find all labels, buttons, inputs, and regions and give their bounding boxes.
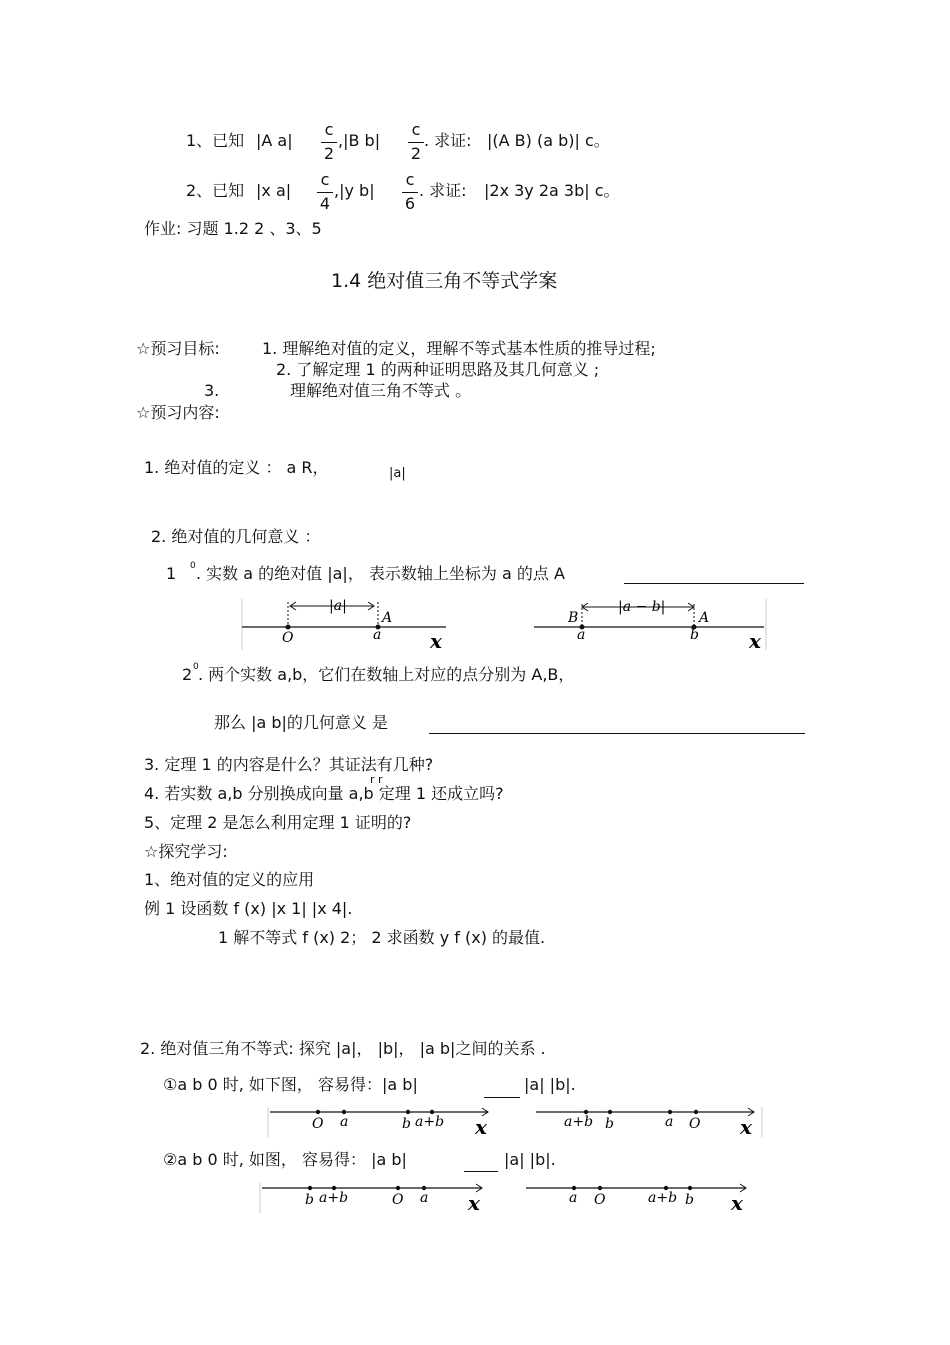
problem-1-fraction-2: c 2 bbox=[407, 122, 425, 162]
nl4-a: a bbox=[569, 1190, 578, 1206]
homework-line: 作业: 习题 1.2 2 、3、5 bbox=[144, 219, 322, 238]
example-1-parts: 1 解不等式 f (x) 2； 2 求函数 y f (x) 的最值. bbox=[218, 928, 546, 947]
question-2-title: 2. 绝对值的几何意义 ： bbox=[151, 527, 321, 546]
question-2-sub2-number: 2 bbox=[182, 665, 193, 684]
figure-2-b-label: b bbox=[690, 627, 699, 643]
problem-1-number: 1、已知 bbox=[186, 131, 245, 150]
figure-2-x-label: x bbox=[749, 629, 761, 653]
nl1-a: a bbox=[340, 1114, 349, 1130]
figure-abs-value bbox=[240, 596, 450, 652]
explore-item-1: 1、绝对值的定义的应用 bbox=[144, 870, 315, 889]
nl2-x: x bbox=[740, 1115, 752, 1139]
goal-3-number: 3. bbox=[204, 381, 220, 400]
problem-2-number: 2、已知 bbox=[186, 181, 245, 200]
question-3: 3. 定理 1 的内容是什么？其证法有几种? bbox=[144, 755, 434, 774]
figure-abs-difference bbox=[532, 596, 768, 652]
nl4-b: b bbox=[685, 1192, 694, 1208]
question-1: 1. 绝对值的定义 ： a R， bbox=[144, 458, 329, 477]
problem-2-fraction-2: c 6 bbox=[401, 172, 419, 212]
nl4-x: x bbox=[731, 1191, 743, 1215]
number-line-4 bbox=[524, 1180, 754, 1214]
goal-2: 2. 了解定理 1 的两种证明思路及其几何意义 ; bbox=[276, 360, 600, 379]
question-5: 5、定理 2 是怎么利用定理 1 证明的? bbox=[144, 813, 412, 832]
problem-1-fraction-1: c 2 bbox=[320, 122, 338, 162]
problem-2-fraction-1: c 4 bbox=[316, 172, 334, 212]
problem-2-prove: . 求证: bbox=[419, 181, 467, 200]
nl3-ab: a+b bbox=[319, 1190, 349, 1206]
nl4-ab: a+b bbox=[648, 1190, 678, 1206]
figure-2-A-label: A bbox=[699, 610, 710, 626]
problem-2-abs2: ,|y b| bbox=[334, 181, 375, 200]
explore-item-2: 2. 绝对值三角不等式: 探究 |a|， |b|， |a b|之间的关系 . bbox=[140, 1039, 546, 1058]
figure-2-a-label: a bbox=[577, 627, 586, 643]
goal-3: 理解绝对值三角不等式 。 bbox=[290, 381, 472, 400]
explore-label: ☆探究学习: bbox=[144, 842, 228, 861]
nl2-ab: a+b bbox=[564, 1114, 594, 1130]
nl1-x: x bbox=[475, 1115, 487, 1139]
figure-2-dist-label: |a − b| bbox=[618, 599, 666, 615]
nl4-O: O bbox=[594, 1192, 606, 1208]
example-1: 例 1 设函数 f (x) |x 1| |x 4|. bbox=[144, 899, 353, 918]
question-2-sub2-line2: 那么 |a b|的几何意义 是 bbox=[214, 713, 389, 732]
nl2-a: a bbox=[665, 1114, 674, 1130]
problem-1-abs1: |A a| bbox=[256, 131, 293, 150]
question-1-abs: |a| bbox=[389, 466, 406, 481]
preview-label: ☆预习内容: bbox=[136, 403, 220, 422]
nl3-x: x bbox=[468, 1191, 480, 1215]
case-2-prefix: ②a b 0 时, 如图， 容易得： |a b| bbox=[163, 1150, 407, 1169]
case-1-prefix: ①a b 0 时, 如下图， 容易得：|a b| bbox=[163, 1075, 418, 1094]
question-2-sub1-sup: 0 bbox=[190, 561, 196, 571]
question-2-sub1-text: . 实数 a 的绝对值 |a|， 表示数轴上坐标为 a 的点 A bbox=[196, 564, 565, 583]
page-title: 1.4 绝对值三角不等式学案 bbox=[331, 270, 558, 292]
goals-label: ☆预习目标: bbox=[136, 339, 220, 358]
nl2-b: b bbox=[605, 1116, 614, 1132]
answer-blank-case-1[interactable] bbox=[484, 1097, 520, 1098]
number-line-3 bbox=[258, 1180, 490, 1214]
question-2-sub2-sup: 0 bbox=[193, 662, 199, 672]
problem-1-abs2: ,|B b| bbox=[338, 131, 381, 150]
number-line-1 bbox=[266, 1104, 496, 1138]
nl3-O: O bbox=[392, 1192, 404, 1208]
figure-1-O-label: O bbox=[282, 630, 294, 646]
answer-blank-2[interactable] bbox=[429, 733, 805, 734]
answer-blank-case-2[interactable] bbox=[464, 1171, 498, 1172]
number-line-2 bbox=[534, 1104, 764, 1138]
figure-1-a-label: a bbox=[373, 627, 382, 643]
answer-blank-1[interactable] bbox=[624, 583, 804, 584]
problem-2-abs1: |x a| bbox=[256, 181, 292, 200]
nl3-a: a bbox=[420, 1190, 429, 1206]
problem-1-conclusion: |(A B) (a b)| c。 bbox=[487, 131, 610, 150]
figure-2-B-label: B bbox=[568, 610, 579, 626]
case-2-suffix: |a| |b|. bbox=[504, 1150, 556, 1169]
figure-1-A-label: A bbox=[382, 610, 393, 626]
question-4: 4. 若实数 a,b 分别换成向量 a,b 定理 1 还成立吗? bbox=[144, 784, 504, 803]
problem-1-prove: . 求证: bbox=[424, 131, 472, 150]
nl1-b: b bbox=[402, 1116, 411, 1132]
vector-arrows: r r bbox=[370, 773, 383, 786]
question-2-sub2-text: . 两个实数 a,b，它们在数轴上对应的点分别为 A,B， bbox=[198, 665, 575, 684]
nl1-O: O bbox=[312, 1116, 324, 1132]
figure-1-x-label: x bbox=[430, 629, 442, 653]
nl3-b: b bbox=[305, 1192, 314, 1208]
goal-1: 1. 理解绝对值的定义，理解不等式基本性质的推导过程; bbox=[262, 339, 656, 358]
nl1-ab: a+b bbox=[415, 1114, 445, 1130]
question-2-sub1-number: 1 bbox=[166, 564, 177, 583]
problem-2-conclusion: |2x 3y 2a 3b| c。 bbox=[484, 181, 620, 200]
case-1-suffix: |a| |b|. bbox=[524, 1075, 576, 1094]
figure-1-dist-label: |a| bbox=[329, 598, 347, 614]
nl2-O: O bbox=[689, 1116, 701, 1132]
